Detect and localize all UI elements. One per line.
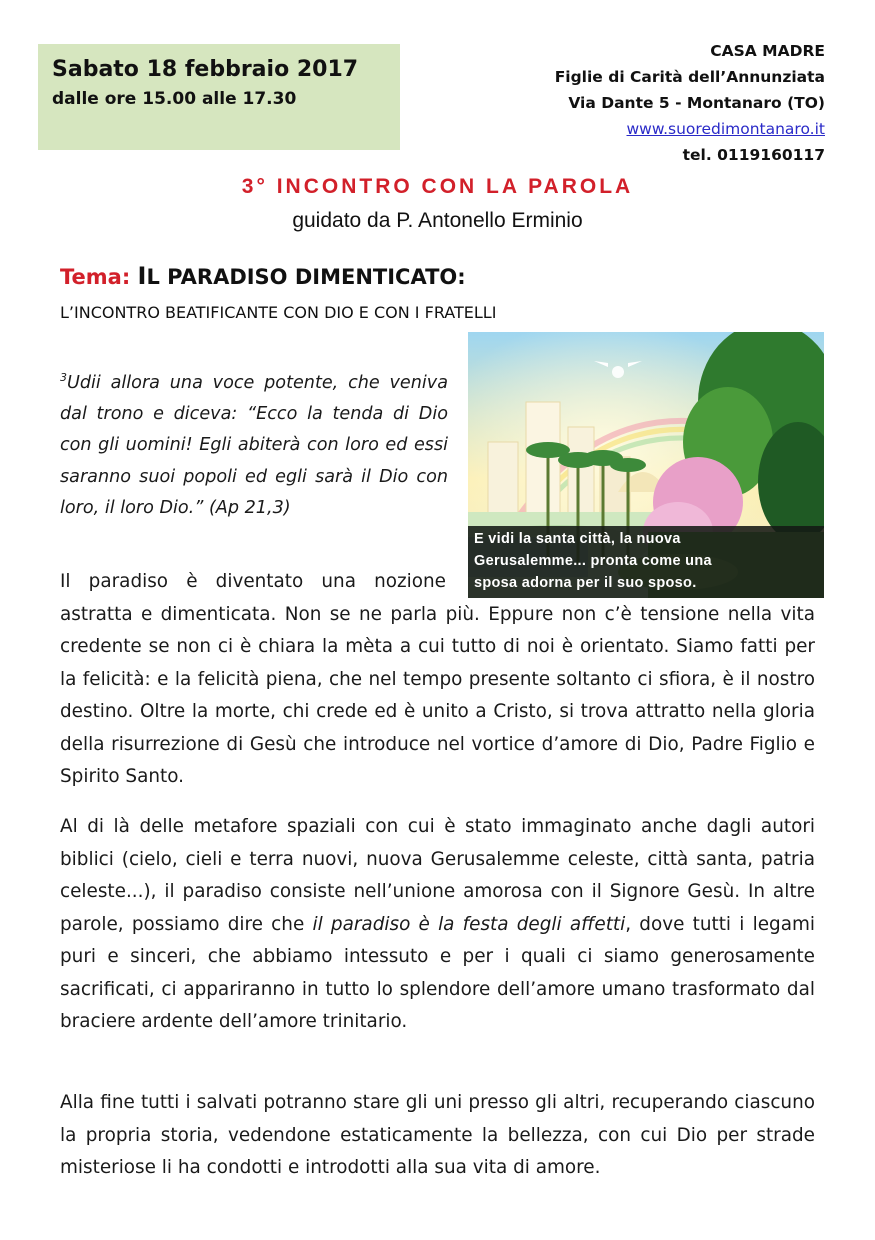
heavenly-city-illustration xyxy=(468,332,824,598)
body-paragraph-3: Alla fine tutti i salvati potranno stare gli uni presso gli altri, recuperando ciascuno la propria storia, vedendone estaticamente la bellezza, con cui Dio per strade misteriose li ha condotti e introdotti alla sua vita di amore. xyxy=(60,1092,815,1178)
theme-heading xyxy=(60,262,466,290)
paragraph-2-text-b: , dove tutti i legami puri e sinceri, che abbiamo intessuto e per i quali ci siamo generosamente sacrificati, ci appariranno in tutto lo splendore dell’amore umano trasformato dal braciere ardente dell’amore trinitario. xyxy=(60,913,815,1032)
caption-line-3: sposa adorna per il suo sposo. xyxy=(474,575,697,591)
theme-subtitle: L’INCONTRO BEATIFICANTE CON DIO E CON I FRATELLI xyxy=(60,303,497,322)
theme-title-colon: : xyxy=(457,265,466,289)
caption-line-2: Gerusalemme... pronta come una xyxy=(474,553,712,569)
body-paragraph-2 xyxy=(60,811,815,1039)
theme-title: L PARADISO DIMENTICATO xyxy=(146,265,458,289)
organization-info xyxy=(555,38,825,168)
paragraph-2-text-a: Al di là delle metafore spaziali con cui è stato immaginato anche dagli autori biblici (cielo, cieli e terra nuovi, nuova Gerusalemme celeste, città santa, patria celeste...), il paradiso consiste nell’unione amorosa con il Signore Gesù. In altre parole, possiamo dire che xyxy=(60,816,815,935)
event-date: Sabato 18 febbraio 2017 xyxy=(52,57,359,82)
paragraph-2-italic: il paradiso è la festa degli affetti xyxy=(312,913,626,935)
paragraph-1-first-line: Il paradiso è diventato una nozione xyxy=(60,571,446,592)
paragraph-1-text: astratta e dimenticata. Non se ne parla più. Eppure non c’è tensione nella vita credente se non ci è chiara la mèta a cui tutto di noi è orientato. Siamo fatti per la felicità: e la felicità piena, che nel tempo presente soltanto ci sfiora, è il nostro destino. Oltre la morte, chi crede ed è unito a Cristo, si trova attratto nella gloria della risurrezione di Gesù che introduce nel vortice d’amore di Dio, Padre Figlio e Spirito Santo. xyxy=(60,603,815,787)
quote-text: Udii allora una voce potente, che veniva dal trono e diceva: “Ecco la tenda di Dio con gli uomini! Egli abiterà con loro ed essi saranno suoi popoli ed egli sarà il Dio con loro, il loro Dio.” (Ap 21,3) xyxy=(60,372,448,519)
theme-title-initial: I xyxy=(137,262,147,290)
body-paragraph-1 xyxy=(60,566,815,794)
caption-line-1: E vidi la santa città, la nuova xyxy=(474,531,681,547)
verse-number: 3 xyxy=(60,371,67,384)
org-phone: tel. 0119160117 xyxy=(682,146,825,164)
org-website-link[interactable]: www.suoredimontanaro.it xyxy=(626,120,825,138)
page-subtitle: guidato da P. Antonello Erminio xyxy=(292,209,583,232)
org-name: Figlie di Carità dell’Annunziata xyxy=(554,68,825,86)
bible-quote xyxy=(60,362,448,524)
event-date-box xyxy=(38,44,400,150)
theme-label: Tema: xyxy=(60,265,131,289)
org-address: Via Dante 5 - Montanaro (TO) xyxy=(568,94,825,112)
event-time: dalle ore 15.00 alle 17.30 xyxy=(52,89,297,109)
org-line1: CASA MADRE xyxy=(710,42,825,60)
page-title: 3° INCONTRO CON LA PAROLA xyxy=(241,175,634,198)
